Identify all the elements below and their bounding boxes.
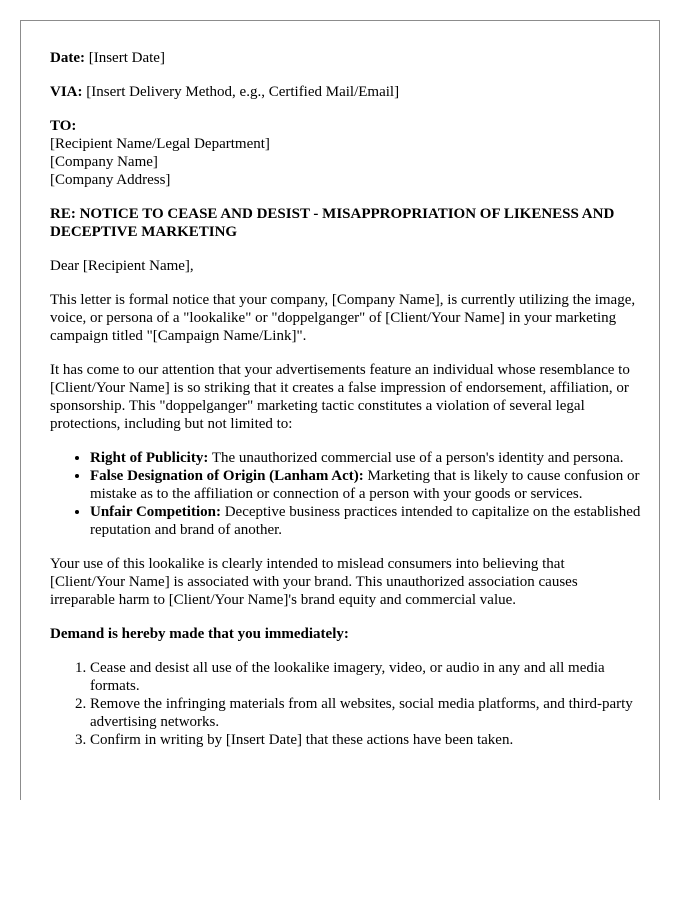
list-item: 1. Cease and desist all use of the lookalike imagery, video, or audio in any and all media formats.: [90, 659, 642, 695]
violation-text: Deceptive business practices intended to capitalize on the established reputation and brand of another.: [90, 504, 641, 538]
to-label: TO:: [50, 118, 77, 134]
body-paragraph: Your use of this lookalike is clearly intended to mislead consumers into believing that [Client/Your Name] is associated with your brand. This unauthorized association causes irreparable harm to [Client/Your Name]'s brand equity and commercial value.: [50, 556, 578, 608]
list-item: [90, 503, 642, 539]
recipient-block: [50, 117, 642, 189]
body-paragraph: This letter is formal notice that your company, [Company Name], is currently utilizing the image, voice, or persona of a "lookalike" or "doppelganger" of [Client/Your Name] in your marketing campaign titled "[Campaign Name/Link]".: [50, 292, 636, 344]
list-item: 3. Confirm in writing by [Insert Date] that these actions have been taken.: [90, 731, 642, 749]
subject-line: RE: NOTICE TO CEASE AND DESIST - MISAPPROPRIATION OF LIKENESS AND DECEPTIVE MARKETING: [50, 206, 615, 240]
via-line: [50, 83, 642, 101]
via-label: VIA:: [50, 84, 83, 100]
list-item: [90, 467, 642, 503]
letter-page: [20, 20, 660, 800]
demands-list: [50, 659, 642, 749]
violation-text: Marketing that is likely to cause confusion or mistake as to the affiliation or connection of a person with your goods or services.: [90, 468, 640, 502]
body-paragraph: It has come to our attention that your advertisements feature an individual whose resemblance to [Client/Your Name] is so striking that it creates a false impression of endorsement, affiliation, or sponsorship. This "doppelganger" marketing tactic constitutes a violation of several legal protections, including but not limited to:: [50, 362, 630, 432]
violation-term: Unfair Competition:: [90, 504, 221, 520]
date-line: [50, 49, 642, 67]
violation-term: False Designation of Origin (Lanham Act):: [90, 468, 364, 484]
recipient-line: [Company Name]: [50, 154, 158, 170]
violations-list: [50, 449, 642, 539]
letter-content: [50, 49, 642, 765]
salutation: Dear [Recipient Name],: [50, 258, 194, 274]
list-item: 2. Remove the infringing materials from all websites, social media platforms, and third-party advertising networks.: [90, 695, 642, 731]
violation-term: Right of Publicity:: [90, 450, 209, 466]
date-label: Date:: [50, 50, 85, 66]
violation-text: The unauthorized commercial use of a person's identity and persona.: [208, 450, 624, 466]
list-item: [90, 449, 642, 467]
demand-heading: Demand is hereby made that you immediately:: [50, 626, 349, 642]
via-value: [Insert Delivery Method, e.g., Certified Mail/Email]: [82, 84, 400, 100]
recipient-line: [Company Address]: [50, 172, 171, 188]
recipient-line: [Recipient Name/Legal Department]: [50, 136, 270, 152]
date-value: [Insert Date]: [84, 50, 165, 66]
